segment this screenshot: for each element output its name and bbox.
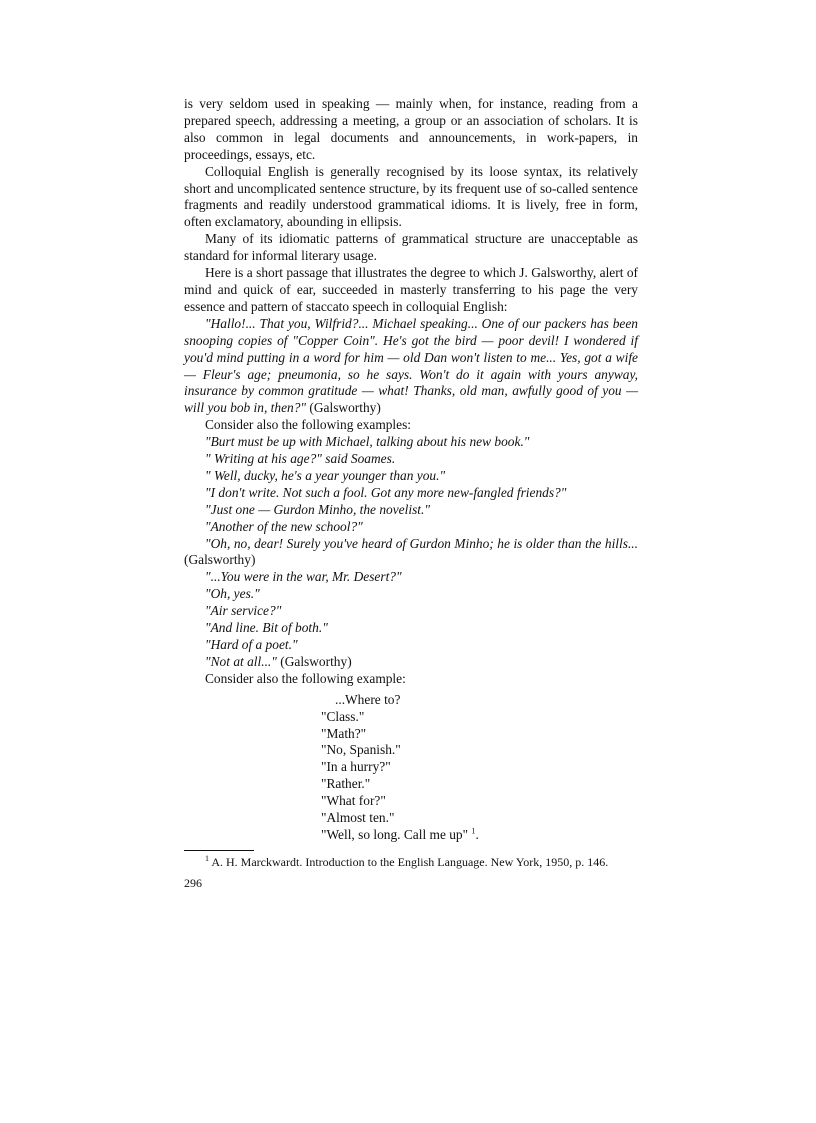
verse-block [321, 692, 638, 844]
verse-line: "Class." [321, 708, 365, 724]
dialogue-line: " Well, ducky, he's a year younger than you." [205, 467, 446, 483]
dialogue-line: "I don't write. Not such a fool. Got any more new-fangled friends?" [205, 484, 567, 500]
consider-example: Consider also the following example: [205, 670, 406, 686]
verse-line: "No, Spanish." [321, 742, 401, 758]
dialogue-line: "...You were in the war, Mr. Desert?" [205, 569, 402, 585]
verse-line-last [321, 827, 638, 844]
verse-line: "Almost ten." [321, 810, 395, 826]
dialogue-text: "Not at all..." [205, 653, 277, 669]
dialogue-line: " Writing at his age?" said Soames. [205, 451, 396, 467]
dialogue-line-last [184, 536, 638, 570]
paragraph-1: is very seldom used in speaking — mainly when, for instance, reading from a prepared speech, addressing a meeting, a group or an association of scholars. It is also common in legal documents and announcements, in work-papers, in proceedings, essays, etc. [184, 96, 638, 162]
dialogue-text: "Oh, no, dear! Surely you've heard of Gurdon Minho; he is older than the hills... [205, 535, 638, 551]
dialogue-line-last [184, 654, 638, 671]
footnote-number: 1 [205, 853, 209, 863]
dialogue-line: "Hard of a poet." [205, 637, 298, 652]
quote-galsworthy [184, 316, 638, 417]
footnote-marker: 1 [471, 826, 476, 836]
footnote [184, 855, 638, 870]
verse-line: "In a hurry?" [321, 759, 391, 775]
paragraph-3: Many of its idiomatic patterns of grammatical structure are unacceptable as standard for informal literary usage. [184, 231, 638, 264]
dialogue-line: "Just one — Gurdon Minho, the novelist." [205, 501, 430, 517]
paragraph-4: Here is a short passage that illustrates the degree to which J. Galsworthy, alert of mind and quick of ear, succeeded in masterly transferring to his page the very essence and pattern of staccato speech in colloquial English: [184, 265, 638, 314]
text-column [184, 96, 638, 892]
consider-examples: Consider also the following examples: [205, 417, 412, 433]
dialogue-source: (Galsworthy) [184, 552, 256, 568]
verse-line: "Math?" [321, 725, 367, 741]
quote-source: (Galsworthy) [309, 400, 381, 416]
quote-text: "Hallo!... That you, Wilfrid?... Michael speaking... One of our packers has been snooping copies of "Copper Coin". He's got the bird — poor devil! I wondered if you'd mind putting in a word for him — old Dan won't listen to me... Yes, got a wife — Fleur's age; pneumonia, so he says. Won't do it again with yours anyway, insurance by common gratitude — what! Thanks, old man, awfully good of you — will you bob in, then?" [184, 315, 638, 416]
verse-text: "Well, so long. Call me up" [321, 826, 469, 842]
dialogue-line: "And line. Bit of both." [205, 620, 328, 636]
dialogue-line: "Air service?" [205, 603, 282, 619]
page-number: 296 [184, 875, 202, 890]
verse-end: . [475, 826, 479, 842]
paragraph-2: Colloquial English is generally recognised by its loose syntax, its relatively short and uncomplicated sentence structure, by its frequent use of so-called sentence fragments and readily understood grammatical idioms. It is lively, free in form, often exclamatory, abounding in ellipsis. [184, 163, 638, 230]
dialogue-line: "Burt must be up with Michael, talking about his new book." [205, 434, 530, 450]
footnote-divider [184, 850, 254, 851]
verse-line: "What for?" [321, 793, 386, 809]
dialogue-line: "Oh, yes." [205, 586, 260, 602]
dialogue-line: "Another of the new school?" [205, 518, 363, 534]
verse-line: ...Where to? [335, 691, 401, 707]
footnote-text: A. H. Marckwardt. Introduction to the English Language. New York, 1950, p. 146. [211, 854, 609, 869]
dialogue-source: (Galsworthy) [280, 653, 352, 669]
verse-line: "Rather." [321, 776, 371, 792]
